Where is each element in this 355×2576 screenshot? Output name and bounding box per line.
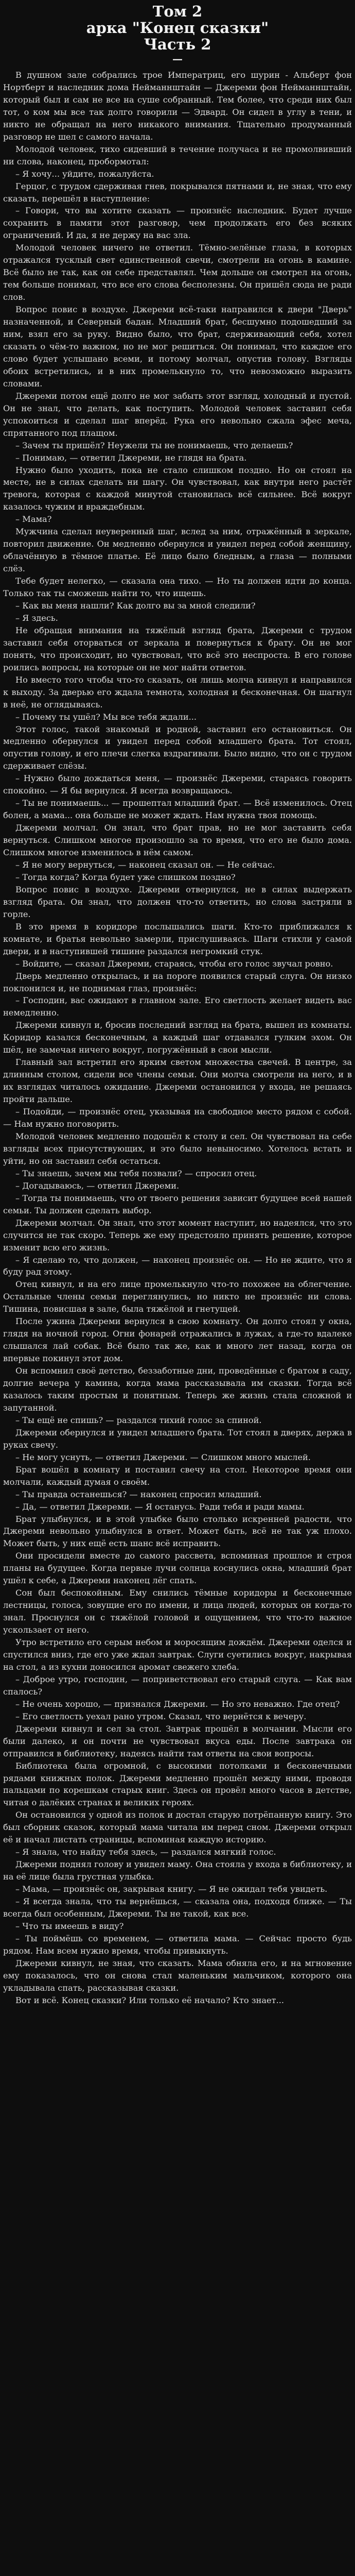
paragraph: – Мама, — произнёс он, закрывая книгу. — Я не ожидал тебя увидеть. (15, 1884, 328, 1894)
paragraph: – Мама? (15, 514, 52, 524)
paragraph: – Подойди, — произнёс отец, указывая на свободное место рядом с собой. — Нам нужно поговорить. (3, 1107, 352, 1129)
paragraph: Он вспомнил своё детство, беззаботные дни, проведённые с братом в саду, долгие вечера у камина, когда мама рассказывала им сказки. Тогда всё казалось таким простым и понятным. Теперь же жизнь стала сложной и запутанной. (3, 1366, 352, 1413)
paragraph: Джереми потом ещё долго не мог забыть этот взгляд, холодный и пустой. Он не знал, что делать, как поступить. Молодой человек заставил себя успокоиться и сделал шаг вперёд. Рука его невольно сжала эфес меча, спрятанного под плащом. (3, 391, 352, 438)
paragraph: – Понимаю, — ответил Джереми, не глядя на брата. (15, 452, 247, 463)
paragraph: Джереми обернулся и увидел младшего брата. Тот стоял в дверях, держа в руках свечу. (3, 1427, 352, 1450)
header-divider: — (172, 53, 183, 65)
paragraph: Утро встретило его серым небом и моросящим дождём. Джереми оделся и спустился вниз, где его уже ждал завтрак. Слуги суетились вокруг, накрывая на стол, а из кухни доносился аромат свежего хлеба. (3, 1637, 352, 1672)
paragraph: – Как вы меня нашли? Как долго вы за мной следили? (15, 600, 256, 611)
paragraph: – Почему ты ушёл? Мы все тебя ждали... (15, 711, 197, 722)
paragraph: Он остановился у одной из полок и достал старую потрёпанную книгу. Это был сборник сказок, который мама читала им перед сном. Джереми открыл её и начал листать страницы, вспоминая каждую историю. (3, 1810, 352, 1845)
paragraph: – Не могу уснуть, — ответил Джереми. — Слишком много мыслей. (15, 1452, 311, 1462)
part-title: Часть 2 (144, 36, 211, 53)
paragraph: После ужина Джереми вернулся в свою комнату. Он долго стоял у окна, глядя на ночной город. Огни фонарей отражались в лужах, а где-то вдалеке слышался лай собак. Всё было так же, как и много лет назад, когда он впервые покинул этот дом. (3, 1316, 352, 1364)
paragraph: – Я здесь. (15, 613, 58, 623)
paragraph: – Господин, вас ожидают в главном зале. Его светлость желает видеть вас немедленно. (3, 995, 352, 1018)
arc-title: арка "Конец сказки" (86, 19, 269, 37)
paragraph: – Нужно было дождаться меня, — произнёс Джереми, стараясь говорить спокойно. — Я бы вернулся. Я всегда возвращаюсь. (3, 773, 352, 796)
paragraph: В это время в коридоре послышались шаги. Кто-то приближался к комнате, и братья невольно замерли, прислушиваясь. Шаги стихли у самой двери, и в наступившей тишине раздался негромкий стук. (3, 921, 352, 956)
paragraph: – Его светлость уехал рано утром. Сказал, что вернётся к вечеру. (15, 1711, 307, 1721)
paragraph: – Догадываюсь, — ответил Джереми. (15, 1180, 180, 1191)
paragraph: Дверь медленно открылась, и на пороге появился старый слуга. Он низко поклонился и, не поднимая глаз, произнёс: (3, 971, 352, 993)
paragraph: Брат вошёл в комнату и поставил свечу на стол. Некоторое время они молчали, каждый думая о своём. (3, 1464, 352, 1487)
paragraph: Они просидели вместе до самого рассвета, вспоминая прошлое и строя планы на будущее. Когда первые лучи солнца коснулись окна, младший брат ушёл к себе, а Джереми наконец лёг спать. (3, 1551, 352, 1586)
paragraph: Мужчина сделал неуверенный шаг, вслед за ним, отражённый в зеркале, повторил движение. Он медленно обернулся и увидел перед собой женщину, облачённую в тёмное платье. Её лицо было бледным, а глаза — полными слёз. (3, 527, 352, 574)
paragraph: Молодой человек, тихо сидевший в течение получаса и не промолвивший ни слова, наконец, пробормотал: (3, 144, 352, 166)
paragraph: – Ты знаешь, зачем мы тебя позвали? — спросил отец. (15, 1168, 257, 1178)
paragraph: – Я всегда знала, что ты вернёшься, — сказала она, подходя ближе. — Ты всегда был особенным, Джереми. Ты не такой, как все. (3, 1896, 352, 1919)
paragraph: Вопрос повис в воздухе. Джереми отвернулся, не в силах выдержать взгляд брата. Он знал, что должен что-то ответить, но слова застряли в горле. (3, 884, 352, 919)
paragraph: Нужно было уходить, пока не стало слишком поздно. Но он стоял на месте, не в силах сделать ни шагу. Он чувствовал, как внутри него растёт тревога, которая с каждой минутой становилась всё сильнее. Всё вокруг казалось чужим и враждебным. (3, 465, 352, 512)
paragraph: – Тогда когда? Когда будет уже слишком поздно? (15, 872, 236, 882)
paragraph: – Ты поймёшь со временем, — ответила мама. — Сейчас просто будь рядом. Нам всем нужно время, чтобы привыкнуть. (3, 1933, 352, 1956)
paragraph: – Ты правда останешься? — наконец спросил младший. (15, 1489, 262, 1499)
paragraph: Джереми молчал. Он знал, что брат прав, но не мог заставить себя вернуться. Слишком многое произошло за то время, что его не было дома. Слишком многое изменилось в нём самом. (3, 823, 352, 858)
paragraph: Герцог, с трудом сдерживая гнев, покрывался пятнами и, не зная, что ему сказать, перешёл в наступление: (3, 181, 352, 204)
paragraph: Джереми кивнул и, бросив последний взгляд на брата, вышел из комнаты. Коридор казался бесконечным, а каждый шаг отдавался гулким эхом. Он шёл, не замечая ничего вокруг, погружённый в свои мысли. (3, 1020, 352, 1055)
paragraph: – Доброе утро, господин, — поприветствовал его старый слуга. — Как вам спалось? (3, 1674, 352, 1697)
paragraph: Джереми поднял голову и увидел маму. Она стояла у входа в библиотеку, и на её лице была грустная улыбка. (3, 1859, 352, 1882)
paragraph: Сон был беспокойным. Ему снились тёмные коридоры и бесконечные лестницы, голоса, зовущие его по имени, и лица людей, которых он когда-то знал. Проснулся он с тяжёлой головой и ощущением, что что-то важное ускользает от него. (3, 1588, 352, 1635)
paragraph: – Тогда ты понимаешь, что от твоего решения зависит будущее всей нашей семьи. Ты должен сделать выбор. (3, 1193, 352, 1215)
paragraph: Вопрос повис в воздухе. Джереми всё-таки направился к двери "Дверь" назначенной, и Северный бадан. Младший брат, бесшумно подошедший за ним, взял его за руку. Видно было, что брат, сдерживающий себя, хотел сказать о чём-то важном, но не мог решиться. Он понимал, что каждое его слово будет услышано всеми, и потому молчал, опустив голову. Взгляды обоих встретились, и в них промелькнуло то, что невозможно выразить словами. (3, 304, 352, 388)
paragraph: – Говори, что вы хотите сказать — произнёс наследник. Будет лучше сохранить в памяти этот разговор, чем продолжать его без всяких ограничений. И да, я не держу на вас зла. (3, 206, 352, 241)
paragraph: – Войдите, — сказал Джереми, стараясь, чтобы его голос звучал ровно. (15, 958, 333, 969)
paragraph: – Я сделаю то, что должен, — наконец произнёс он. — Но не ждите, что я буду рад этому. (3, 1255, 352, 1277)
paragraph: Отец кивнул, и на его лице промелькнуло что-то похожее на облегчение. Остальные члены семьи переглянулись, но никто не произнёс ни слова. Тишина, повисшая в зале, была тяжёлой и гнетущей. (3, 1279, 352, 1314)
paragraph: – Я хочу... уйдите, пожалуйста. (15, 168, 154, 179)
paragraph: Молодой человек ничего не ответил. Тёмно-зелёные глаза, в которых отражался тусклый свет единственной свечи, смотрели на огонь в камине. Всё было не так, как он себе представлял. Чем дольше он смотрел на огонь, тем больше понимал, что все его слова бесполезны. Он пришёл сюда не ради слов. (3, 243, 352, 302)
chapter-header (3, 0, 352, 69)
paragraph: Джереми кивнул и сел за стол. Завтрак прошёл в молчании. Мысли его были далеко, и он почти не чувствовал вкуса еды. После завтрака он отправился в библиотеку, надеясь найти там ответы на свои вопросы. (3, 1723, 352, 1758)
paragraph: В душном зале собрались трое Императриц, его шурин - Альберт фон Нортберт и наследник дома Нейманнштайн — Джереми фон Нейманнштайн, который был и сам не все на суше собранный. Тем более, что среди них был тот, о ком мы все так долго говорили — Эдвард. Он сидел в углу в тени, и никто не обращал на него никакого внимания. Тщательно продуманный разговор не шел с самого начала. (3, 70, 352, 142)
paragraph: Брат улыбнулся, и в этой улыбке было столько искренней радости, что Джереми невольно улыбнулся в ответ. Может быть, всё не так уж плохо. Может быть, у них ещё есть шанс всё исправить. (3, 1514, 352, 1549)
volume-title: Том 2 (152, 3, 203, 20)
paragraph: – Да, — ответил Джереми. — Я останусь. Ради тебя и ради мамы. (15, 1501, 305, 1512)
paragraph: Библиотека была огромной, с высокими потолками и бесконечными рядами книжных полок. Джереми медленно прошёл между ними, проводя пальцами по корешкам старых книг. Здесь он провёл много часов в детстве, читая о далёких странах и великих героях. (3, 1760, 352, 1808)
paragraph: Молодой человек медленно подошёл к столу и сел. Он чувствовал на себе взгляды всех присутствующих, и это было невыносимо. Хотелось встать и уйти, но он заставил себя остаться. (3, 1131, 352, 1166)
paragraph: – Ты не понимаешь... — прошептал младший брат. — Всё изменилось. Отец болен, а мама... она больше не может ждать. Нам нужна твоя помощь. (3, 798, 352, 821)
paragraph: Не обращая внимания на тяжёлый взгляд брата, Джереми с трудом заставил себя оторваться от зеркала и повернуться к брату. Он не мог понять, что происходит, но чувствовал, что всё это неспроста. В его голове роились вопросы, на которые он не мог найти ответов. (3, 625, 352, 672)
paragraph: Джереми молчал. Он знал, что этот момент наступит, но надеялся, что это случится не так скоро. Теперь же ему предстояло принять решение, которое изменит всю его жизнь. (3, 1217, 352, 1252)
paragraph: Вот и всё. Конец сказки? Или только её начало? Кто знает... (15, 1995, 285, 2005)
paragraph: Этот голос, такой знакомый и родной, заставил его остановиться. Он медленно обернулся и увидел перед собой младшего брата. Тот стоял, опустив голову, и его плечи слегка вздрагивали. Было видно, что он с трудом сдерживает слёзы. (3, 724, 352, 771)
paragraph: Но вместо того чтобы что-то сказать, он лишь молча кивнул и направился к выходу. За дверью его ждала темнота, холодная и бесконечная. Он шагнул в неё, не оглядываясь. (3, 674, 352, 709)
paragraph: – Я не могу вернуться, — наконец сказал он. — Не сейчас. (15, 860, 275, 870)
paragraph: Джереми кивнул, не зная, что сказать. Мама обняла его, и на мгновение ему показалось, что он снова стал маленьким мальчиком, которого она укладывала спать, рассказывая сказки. (3, 1958, 352, 1993)
paragraph: – Что ты имеешь в виду? (15, 1921, 124, 1931)
paragraph: – Зачем ты пришёл? Неужели ты не понимаешь, что делаешь? (15, 440, 293, 450)
paragraph: – Ты ещё не спишь? — раздался тихий голос за спиной. (15, 1415, 262, 1425)
paragraph: Тебе будет нелегко, — сказала она тихо. — Но ты должен идти до конца. Только так ты сможешь найти то, что ищешь. (3, 576, 352, 599)
chapter-body (3, 69, 352, 2007)
paragraph: Главный зал встретил его ярким светом множества свечей. В центре, за длинным столом, сидели все члены семьи. Они молча смотрели на него, и в их взглядах читалось ожидание. Джереми остановился у входа, не решаясь пройти дальше. (3, 1057, 352, 1105)
paragraph: – Я знала, что найду тебя здесь, — раздался мягкий голос. (15, 1847, 276, 1857)
paragraph: – Не очень хорошо, — признался Джереми. — Но это неважно. Где отец? (15, 1699, 340, 1709)
